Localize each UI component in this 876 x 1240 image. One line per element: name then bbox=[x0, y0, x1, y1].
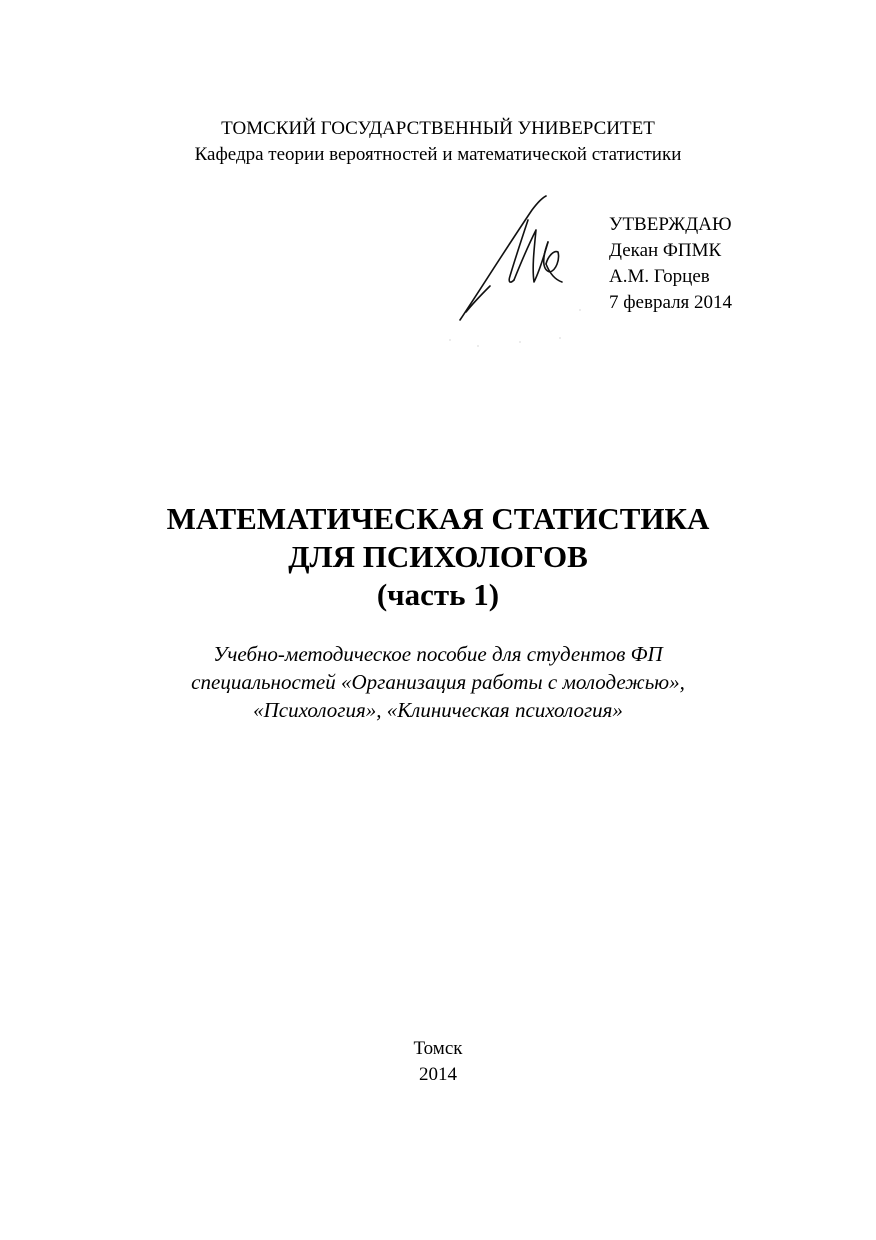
subtitle-line-2: специальностей «Организация работы с молодежью», bbox=[191, 670, 685, 694]
title-line-3: (часть 1) bbox=[376, 577, 500, 612]
approver-name: А.М. Горцев bbox=[609, 266, 710, 287]
handwritten-signature bbox=[430, 190, 600, 360]
subtitle-line-3: «Психология», «Клиническая психология» bbox=[253, 698, 623, 722]
approval-block bbox=[609, 212, 859, 316]
approval-heading: УТВЕРЖДАЮ bbox=[609, 214, 732, 235]
approval-date: 7 февраля 2014 bbox=[609, 292, 733, 313]
university-name: ТОМСКИЙ ГОСУДАРСТВЕННЫЙ УНИВЕРСИТЕТ bbox=[221, 118, 655, 139]
department-name: Кафедра теории вероятностей и математической статистики bbox=[194, 144, 682, 165]
subtitle-line-1: Учебно-методическое пособие для студентов ФП bbox=[213, 642, 663, 666]
imprint-year: 2014 bbox=[419, 1064, 457, 1085]
document-title bbox=[0, 500, 876, 614]
document-subtitle bbox=[0, 640, 876, 724]
approver-position: Декан ФПМК bbox=[609, 240, 722, 261]
title-line-1: МАТЕМАТИЧЕСКАЯ СТАТИСТИКА bbox=[166, 501, 710, 536]
imprint-city: Томск bbox=[413, 1038, 463, 1059]
title-line-2: ДЛЯ ПСИХОЛОГОВ bbox=[288, 539, 588, 574]
imprint-block bbox=[0, 1036, 876, 1088]
institution-header bbox=[0, 116, 876, 168]
